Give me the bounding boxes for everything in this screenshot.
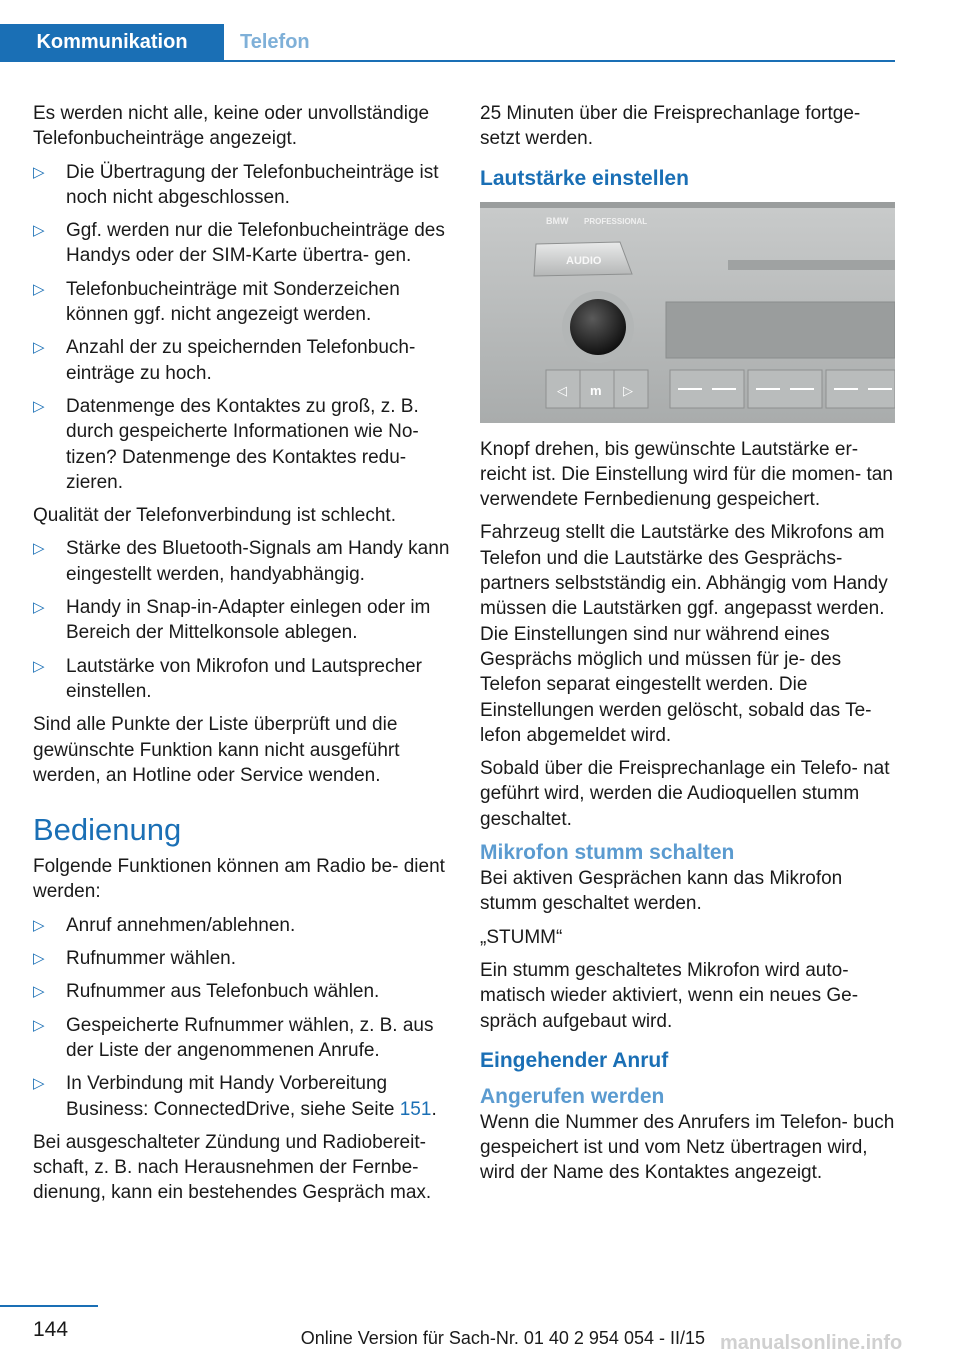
brand-label: BMW [546,215,569,226]
model-label: PROFESSIONAL [584,216,648,226]
triangle-bullet-icon: ▷ [33,1075,45,1093]
list-item: ▷ Lautstärke von Mikrofon und Lautsprecher einstellen. [33,655,422,702]
paragraph: Sobald über die Freisprechanlage ein Telefo‐ nat geführt wird, werden die Audioquellen stumm geschaltet. [480,758,890,830]
triangle-bullet-icon: ▷ [33,657,45,675]
volume-knob-icon [570,299,626,355]
subheading-incoming: Eingehender Anruf [480,1048,669,1072]
list-item: ▷ Rufnummer wählen. [33,946,453,971]
m-key-label: m [590,382,602,398]
subheading-volume: Lautstärke einstellen [480,166,689,190]
page-number: 144 [33,1318,69,1341]
page-header [0,24,895,60]
paragraph: 25 Minuten über die Freisprechanlage fortge‐ setzt werden. [480,103,861,150]
paragraph: Knopf drehen, bis gewünschte Lautstärke er‐ reicht ist. Die Einstellung wird für die momen‐ tan verwendete Fernbedienung gespeichert. [480,438,893,511]
watermark: manualsonline.info [720,1332,903,1354]
prev-icon: ◁ [557,383,567,399]
page-reference-link[interactable]: 151 [399,1098,432,1120]
paragraph: Wenn die Nummer des Anrufers im Telefon‐ buch gespeichert ist und vom Netz übertragen wird, wird der Name des Kontaktes angezeigt. [480,1111,895,1184]
list-item: ▷ Gespeicherte Rufnummer wählen, z. B. aus der Liste der angenommenen Anrufe. [33,1014,434,1061]
list-item: ▷ Anzahl der zu speichernden Telefonbuch‐ einträge zu hoch. [33,337,416,384]
footer-rule [0,1305,98,1307]
list-item: ▷ Die Übertragung der Telefonbucheinträge ist noch nicht abgeschlossen. [33,161,439,208]
triangle-bullet-icon: ▷ [33,983,45,1001]
next-icon: ▷ [623,383,633,399]
bullet-list [33,536,453,704]
bullet-list [33,913,453,1122]
triangle-bullet-icon: ▷ [33,397,45,415]
paragraph: Bei aktiven Gesprächen kann das Mikrofon stumm geschaltet werden. [480,868,843,915]
triangle-bullet-icon: ▷ [33,339,45,357]
paragraph: Es werden nicht alle, keine oder unvollständige Telefonbucheinträge angezeigt. [33,103,430,150]
list-item: ▷ Stärke des Bluetooth-Signals am Handy kann eingestellt werden, handyabhängig. [33,538,450,585]
paragraph: „STUMM“ [480,926,563,948]
triangle-bullet-icon: ▷ [33,1016,45,1034]
footer-version: Online Version für Sach-Nr. 01 40 2 954 054 - II/15 [300,1328,705,1348]
paragraph: Fahrzeug stellt die Lautstärke des Mikrofons am Telefon und die Lautstärke des Gesprächs‐ partners selbstständig ein. Abhängig vom Handy müssen die Lautstärken ggf. angepasst werden. Die Einstellungen sind nur während eines Gesprächs möglich und müssen für je‐ des Telefon separat eingestellt werden. Die Einstellungen werden gelöscht, sobald das Te‐ lefon abgemeldet wird. [480,522,888,746]
list-item: ▷ Datenmenge des Kontaktes zu groß, z. B. durch gespeicherte Informationen wie No‐ tizen? Datenmenge des Kontaktes redu‐ zieren. [33,395,419,493]
header-rule [0,60,895,62]
chapter-tab: Kommunikation [0,24,224,60]
list-item: ▷ In Verbindung mit Handy Vorbereitung Business: ConnectedDrive, siehe Seite 151. [33,1073,437,1120]
triangle-bullet-icon: ▷ [33,280,45,298]
left-column [33,101,453,1214]
triangle-bullet-icon: ▷ [33,950,45,968]
triangle-bullet-icon: ▷ [33,599,45,617]
paragraph: Sind alle Punkte der Liste überprüft und die gewünschte Funktion kann nicht ausgeführt werden, an Hotline oder Service wenden. [33,714,400,786]
triangle-bullet-icon: ▷ [33,163,45,181]
list-item: ▷ Telefonbucheinträge mit Sonderzeichen können ggf. nicht angezeigt werden. [33,278,400,326]
list-item: ▷ Handy in Snap-in-Adapter einlegen oder im Bereich der Mittelkonsole ablegen. [33,597,431,644]
list-item: ▷ Ggf. werden nur die Telefonbucheinträge des Handys oder der SIM-Karte übertra‐ gen. [33,220,445,267]
subheading-mute: Mikrofon stumm schalten [480,841,735,865]
paragraph: Bei ausgeschalteter Zündung und Radiobereit‐ schaft, z. B. nach Herausnehmen der Fernbe‐ dienung, kann ein bestehendes Gespräch max. [33,1131,432,1204]
triangle-bullet-icon: ▷ [33,222,45,240]
bullet-list [33,160,453,496]
section-tab: Telefon [240,31,310,53]
list-item: ▷ Rufnummer aus Telefonbuch wählen. [33,979,453,1004]
paragraph: Ein stumm geschaltetes Mikrofon wird auto‐ matisch wieder aktiviert, wenn ein neues Ge‐ spräch aufgebaut wird. [480,959,859,1032]
list-item: ▷ Anruf annehmen/ablehnen. [33,913,453,938]
triangle-bullet-icon: ▷ [33,540,45,558]
radio-figure [480,202,895,423]
triangle-bullet-icon: ▷ [33,916,45,934]
paragraph: Folgende Funktionen können am Radio be‐ dient werden: [33,856,445,903]
right-column [480,101,900,1194]
paragraph: Qualität der Telefonverbindung ist schlecht. [33,505,396,527]
section-heading: Bedienung [33,812,182,848]
audio-button-label: AUDIO [566,254,602,267]
subheading-called: Angerufen werden [480,1084,665,1108]
